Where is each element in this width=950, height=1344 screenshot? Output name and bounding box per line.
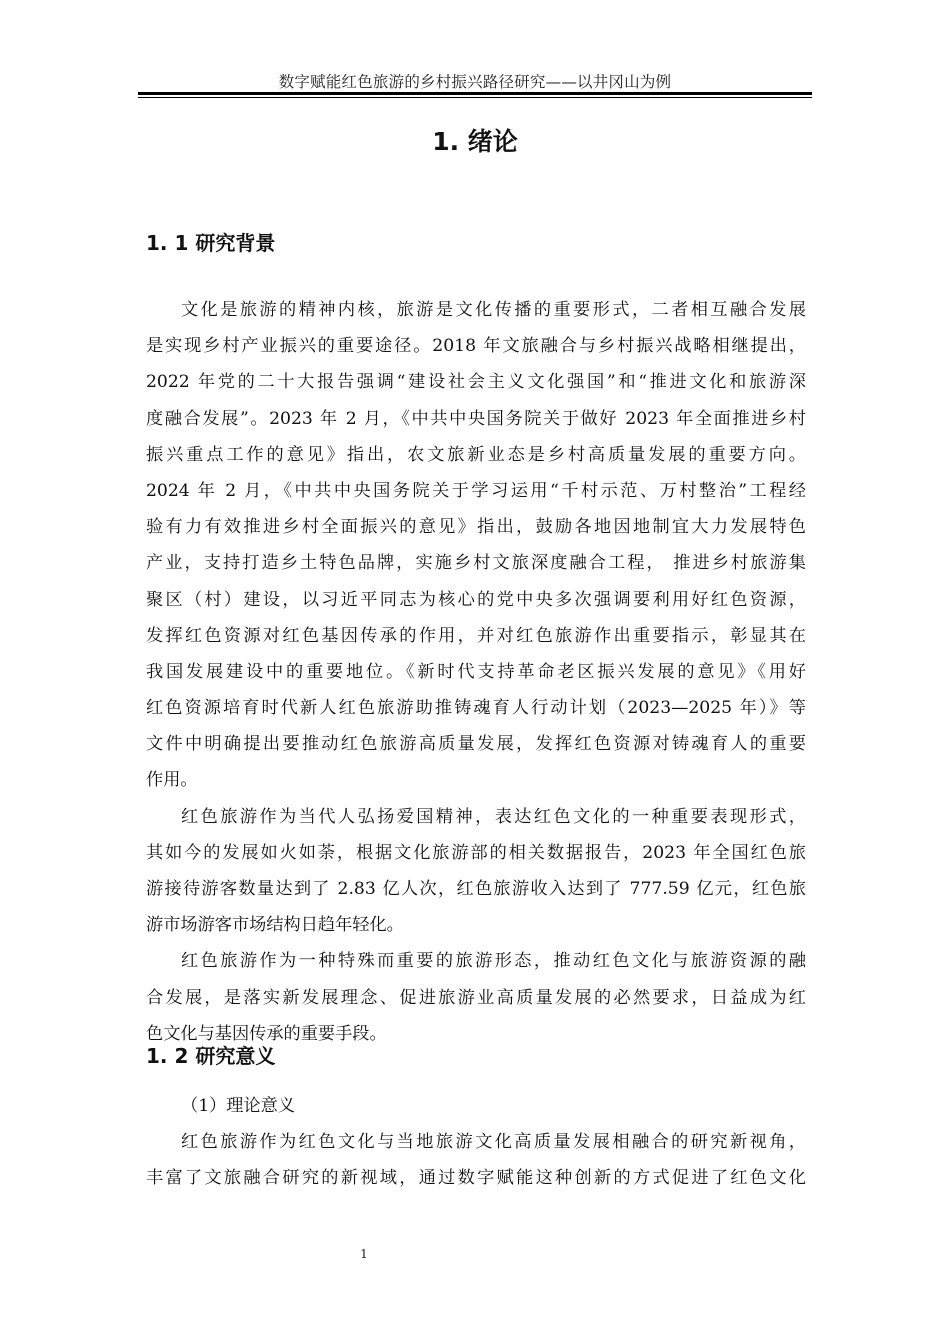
paragraph-line: 红色旅游作为一种特殊而重要的旅游形态，推动红色文化与旅游资源的融: [181, 951, 806, 972]
paragraph-line: 游市场游客市场结构日趋年轻化。: [146, 915, 404, 936]
paragraph-line: 红色资源培育时代新人红色旅游助推铸魂育人行动计划（2023—2025 年）》等: [146, 698, 806, 719]
paragraph-line: 红色旅游作为红色文化与当地旅游文化高质量发展相融合的研究新视角，: [181, 1132, 806, 1153]
paragraph-line: 文化是旅游的精神内核，旅游是文化传播的重要形式，二者相互融合发展: [181, 300, 806, 320]
paragraph-line: 其如今的发展如火如荼，根据文化旅游部的相关数据报告，2023 年全国红色旅: [146, 842, 806, 863]
paragraph-line: 作用。: [146, 770, 198, 791]
chapter-title: 1. 绪论: [432, 127, 518, 156]
paragraph-line: 文件中明确提出要推动红色旅游高质量发展，发挥红色资源对铸魂育人的重要: [146, 734, 806, 755]
paragraph-line: 产业，支持打造乡土特色品牌，实施乡村文旅深度融合工程， 推进乡村旅游集: [146, 553, 806, 574]
paragraph-line: 2022 年党的二十大报告强调“建设社会主义文化强国”和“推进文化和旅游深: [146, 372, 806, 393]
paragraph-line: 度融合发展”。2023 年 2 月，《中共中央国务院关于做好 2023 年全面推进乡村: [146, 408, 806, 429]
section-body-background: [146, 292, 806, 1052]
paragraph-line: 游接待游客数量达到了 2.83 亿人次，红色旅游收入达到了 777.59 亿元，红色旅: [146, 879, 806, 899]
paragraph-line: 振兴重点工作的意见》指出，农文旅新业态是乡村高质量发展的重要方向。: [146, 444, 806, 465]
paragraph-line: 2024 年 2 月，《中共中央国务院关于学习运用“千村示范、万村整治”工程经: [146, 480, 806, 501]
paragraph-line: 验有力有效推进乡村全面振兴的意见》指出，鼓励各地因地制宜大力发展特色: [146, 517, 806, 538]
paragraph-line: 合发展，是落实新发展理念、促进旅游业高质量发展的必然要求，日益成为红: [146, 987, 806, 1008]
running-header: 数字赋能红色旅游的乡村振兴路径研究——以井冈山为例: [278, 73, 672, 91]
header-rule: [138, 92, 812, 95]
section-body-significance: [146, 1088, 806, 1197]
paragraph-line: 发挥红色资源对红色基因传承的作用，并对红色旅游作出重要指示，彰显其在: [146, 625, 806, 646]
section-heading-significance: 1. 2 研究意义: [146, 1044, 276, 1068]
paragraph-line: 是实现乡村产业振兴的重要途径。2018 年文旅融合与乡村振兴战略相继提出，: [146, 336, 806, 357]
subheading-theory: （1）理论意义: [181, 1096, 296, 1116]
header-rule-thin: [138, 97, 812, 98]
page-number: 1: [360, 1247, 368, 1261]
paragraph-line: 红色旅游作为当代人弘扬爱国精神，表达红色文化的一种重要表现形式，: [181, 806, 806, 827]
section-heading-background: 1. 1 研究背景: [146, 231, 276, 255]
paragraph-line: 聚区（村）建设，以习近平同志为核心的党中央多次强调要利用好红色资源，: [146, 589, 806, 610]
paragraph-line: 色文化与基因传承的重要手段。: [146, 1023, 387, 1044]
paragraph-line: 我国发展建设中的重要地位。《新时代支持革命老区振兴发展的意见》《用好: [146, 661, 806, 682]
paragraph-line: 丰富了文旅融合研究的新视域，通过数字赋能这种创新的方式促进了红色文化: [146, 1168, 806, 1189]
